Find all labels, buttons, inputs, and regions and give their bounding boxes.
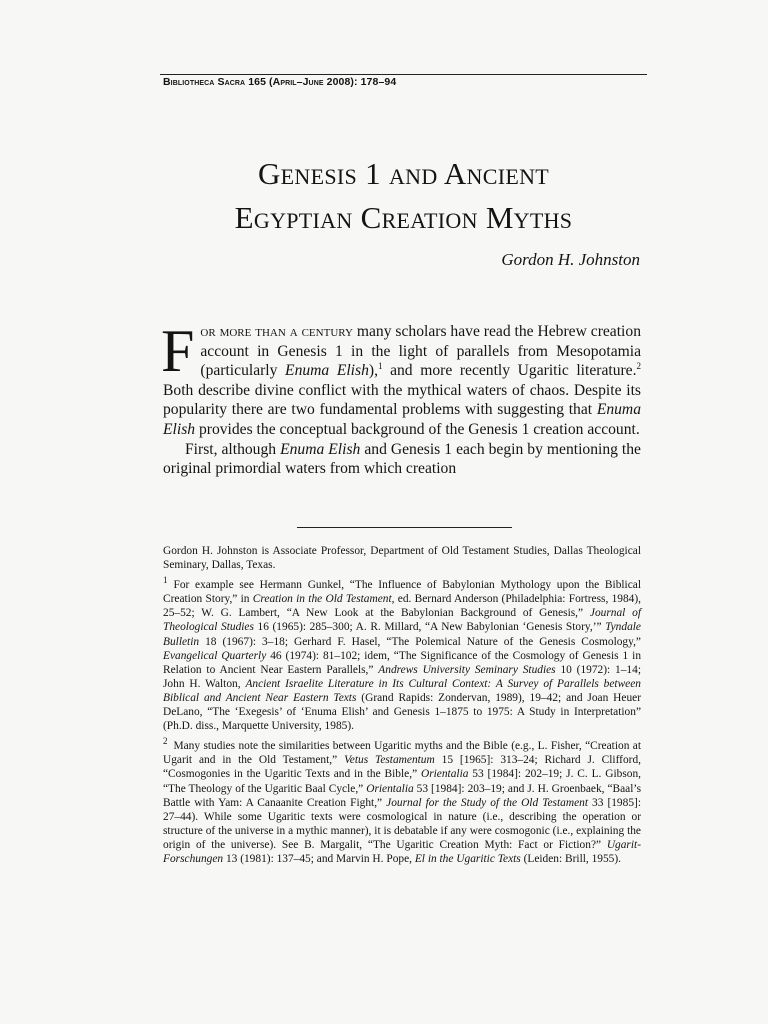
- footnote-number: 2: [163, 736, 168, 747]
- italic-title: Orientalia: [366, 782, 414, 795]
- italic-title: Journal for the Study of the Old Testament: [386, 796, 588, 809]
- footnotes: [163, 544, 641, 872]
- article-author: Gordon H. Johnston: [501, 250, 640, 269]
- footnote-ref-1: 1: [377, 361, 383, 371]
- text-run: , ed. Bernard Anderson (Philadelphia: Fortress, 1984), 25–52; W. G. Lambert, “A New Look at the Babylonian Background of Genesis,”: [163, 593, 641, 620]
- text-run: 53 [1984]: 203–19; and J. H. Groenbaek, “Baal’s Battle with Yam: A Canaanite Creation Fight,”: [163, 782, 642, 809]
- text-run: Both describe divine conflict with the mythical waters of chaos. Despite its popularity there are two fundamental problems with suggesting that: [163, 381, 641, 419]
- title-line-2: Egyptian Creation Myths: [234, 200, 573, 235]
- footnote-separator: [297, 527, 512, 528]
- text-run: 33 [1985]: 27–44). While some Ugaritic texts were cosmological in nature (i.e., describing the operation or structure of the universe in a mythic manner), it is debatable if any were cosmogonic (i.e., explaining the origin of the universe). See B. Margalit, “The Ugaritic Creation Myth: Fact or Fiction?”: [163, 796, 641, 851]
- text-run: 46 (1974): 81–102; idem, “The Significance of the Cosmology of Genesis 1 in Relation to Ancient Near Eastern Parallels,”: [163, 649, 642, 676]
- text-run: First, although: [185, 440, 281, 458]
- text-run: and Genesis 1 each begin by mentioning the original primordial waters from which creation: [163, 440, 641, 478]
- text-run: 15 [1965]: 313–24; Richard J. Clifford, “Cosmogonies in the Ugaritic Texts and in the Bible,”: [163, 754, 642, 781]
- text-run: 53 [1984]: 202–19; J. C. L. Gibson, “The Theology of the Ugaritic Baal Cycle,”: [163, 768, 641, 795]
- running-head: [163, 76, 648, 88]
- article-body: [161, 318, 642, 479]
- footnote-number: 1: [163, 575, 168, 586]
- text-run: (Grand Rapids: Zondervan, 1989), 19–42; and Joan Heuer DeLano, “The ‘Exegesis’ of ‘Enuma Elish’ and Genesis 1–1875 to 1975: A Study in Interpretation” (Ph.D. diss., Marquette University, 1985).: [163, 691, 641, 733]
- footnote-ref-2: 2: [636, 361, 642, 371]
- text-run: Many studies note the similarities between Ugaritic myths and the Bible (e.g., L. Fisher, “Creation at Ugarit and in the Old Testament,”: [163, 740, 641, 767]
- italic-title: Andrews University Seminary Studies: [378, 663, 556, 676]
- author-affiliation: Gordon H. Johnston is Associate Professor, Department of Old Testament Studies, Dallas Theological Seminary, Dallas, Texas.: [163, 545, 641, 572]
- italic-title: Evangelical Quarterly: [163, 649, 267, 662]
- italic-title: Ugarit-Forschungen: [163, 838, 641, 865]
- text-run: 16 (1965): 285–300; A. R. Millard, “A New Babylonian ‘Genesis Story,’”: [253, 621, 606, 634]
- journal-citation: Bibliotheca Sacra 165 (April–June 2008): 178–94: [163, 76, 397, 88]
- italic-title: Creation in the Old Testament: [252, 593, 392, 606]
- footnote-2: [163, 736, 642, 866]
- text-run: provides the conceptual background of the Genesis 1 creation account.: [195, 420, 640, 438]
- italic-title: Journal of Theological Studies: [163, 607, 641, 634]
- title-line-1: Genesis 1 and Ancient: [258, 156, 549, 191]
- running-head-rule: [160, 74, 647, 75]
- italic-title: El in the Ugaritic Texts: [414, 852, 521, 865]
- text-run: ),: [368, 362, 378, 380]
- italic-title: Enuma Elish: [285, 362, 369, 380]
- italic-title: Ancient Israelite Literature in Its Cultural Context: A Survey of Parallels between Biblical and Ancient Near Eastern Texts: [163, 677, 641, 704]
- article-title: [160, 152, 647, 240]
- text-run: and more recently Ugaritic literature.: [382, 362, 637, 380]
- footnote-1: [163, 575, 642, 733]
- drop-cap: F: [161, 318, 195, 384]
- italic-title: Vetus Testamentum: [344, 754, 435, 767]
- text-run: For example see Hermann Gunkel, “The Influence of Babylonian Mythology upon the Biblical Creation Story,” in: [163, 579, 641, 606]
- italic-title: Enuma Elish: [280, 440, 361, 458]
- text-run: 13 (1981): 137–45; and Marvin H. Pope,: [223, 852, 415, 865]
- paragraph-1: [161, 318, 642, 440]
- italic-title: Orientalia: [420, 768, 469, 781]
- italic-title: Enuma Elish: [163, 401, 641, 438]
- paragraph-2: [163, 440, 641, 479]
- italic-title: Tyndale Bulletin: [163, 621, 641, 648]
- text-run: (Leiden: Brill, 1955).: [520, 852, 622, 865]
- text-run: 10 (1972): 1–14; John H. Walton,: [163, 663, 641, 690]
- text-run: many scholars have read the Hebrew creation account in Genesis 1 in the light of parallels from Mesopotamia (particularly: [200, 323, 641, 380]
- text-run: 18 (1967): 3–18; Gerhard F. Hasel, “The Polemical Nature of the Genesis Cosmology,”: [199, 635, 641, 648]
- opening-small-caps: or more than a century: [200, 323, 353, 340]
